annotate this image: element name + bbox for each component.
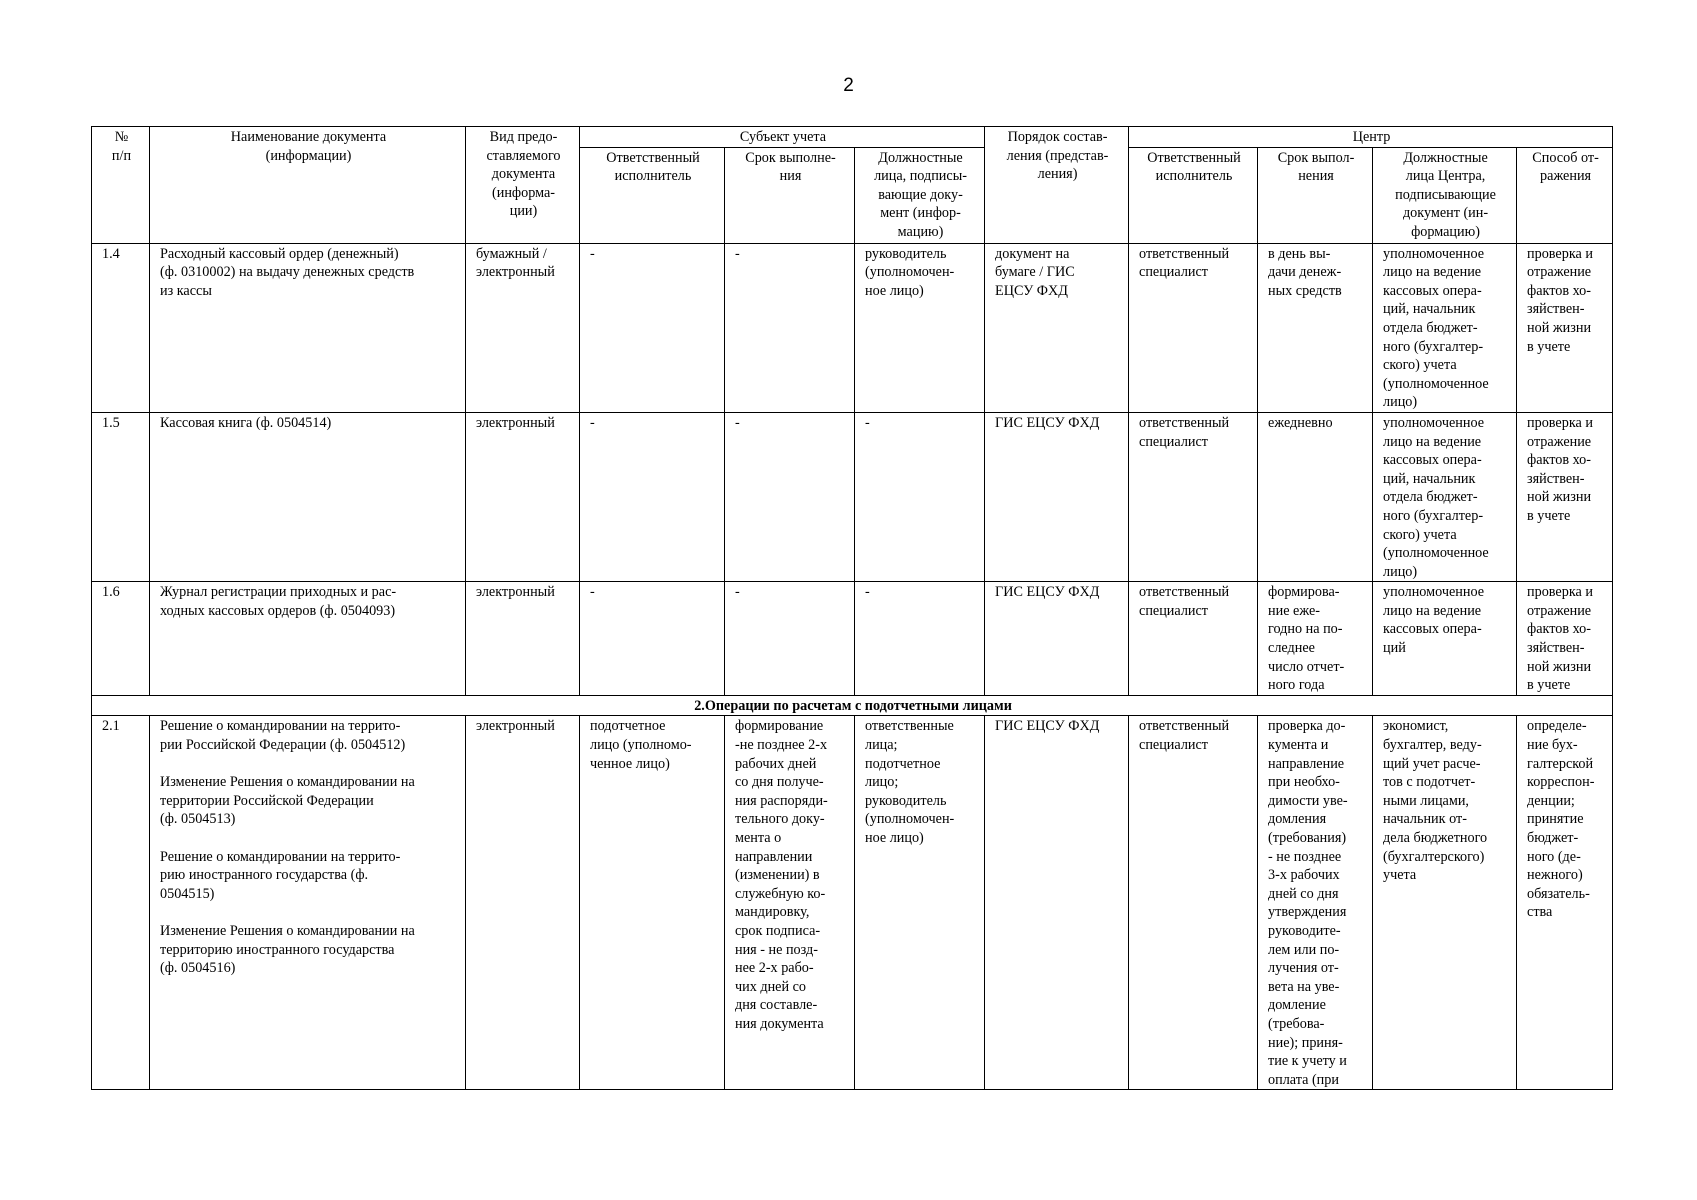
row-num: 1.4 (92, 243, 150, 412)
row-center-executor: ответственный специалист (1129, 243, 1258, 412)
row-subject-executor: - (580, 582, 725, 696)
page-number: 2 (843, 75, 854, 96)
row-document-type: электронный (466, 412, 580, 581)
row-center-method: проверка и отражение фактов хо- зяйствен- ной жизни в учете (1517, 412, 1613, 581)
row-subject-officials: - (855, 412, 985, 581)
row-subject-executor: подотчетное лицо (уполномо- ченное лицо) (580, 716, 725, 1090)
section-title: 2.Операции по расчетам с подотчетными лицами (92, 695, 1613, 716)
row-order: ГИС ЕЦСУ ФХД (985, 412, 1129, 581)
row-center-deadline: формирова- ние еже- годно на по- следнее число отчет- ного года (1258, 582, 1373, 696)
row-order: ГИС ЕЦСУ ФХД (985, 716, 1129, 1090)
row-center-executor: ответственный специалист (1129, 582, 1258, 696)
row-center-method: определе- ние бух- галтерской корреспон- денции; принятие бюджет- ного (де- нежного) обязатель- ства (1517, 716, 1613, 1090)
header-center-executor: Ответственный исполнитель (1129, 147, 1258, 243)
row-subject-officials: - (855, 582, 985, 696)
header-order: Порядок состав- ления (представ- ления) (985, 127, 1129, 244)
row-subject-executor: - (580, 412, 725, 581)
header-num: № п/п (92, 127, 150, 244)
row-center-deadline: в день вы- дачи денеж- ных средств (1258, 243, 1373, 412)
header-center-deadline: Срок выпол- нения (1258, 147, 1373, 243)
row-document-type: электронный (466, 582, 580, 696)
row-center-executor: ответственный специалист (1129, 412, 1258, 581)
table-row (92, 243, 1613, 412)
header-document-name: Наименование документа (информации) (150, 127, 466, 244)
table-row (92, 716, 1613, 1090)
header-subject-executor: Ответственный исполнитель (580, 147, 725, 243)
row-document-name: Решение о командировании на террито- рии Российской Федерации (ф. 0504512) Изменение Решения о командировании на территории Российской Федерации (ф. 0504513) Решение о командировании на террито- рию иностранного государства (ф. 0504515) Изменение Решения о командировании на территорию иностранного государства (ф. 0504516) (150, 716, 466, 1090)
header-subject-deadline: Срок выполне- ния (725, 147, 855, 243)
row-center-deadline: ежедневно (1258, 412, 1373, 581)
row-order: документ на бумаге / ГИС ЕЦСУ ФХД (985, 243, 1129, 412)
row-document-name: Кассовая книга (ф. 0504514) (150, 412, 466, 581)
row-document-type: бумажный / электронный (466, 243, 580, 412)
row-center-officials: уполномоченное лицо на ведение кассовых опера- ций, начальник отдела бюджет- ного (бухгалтер- ского) учета (уполномоченное лицо) (1373, 243, 1517, 412)
accounting-documents-table (91, 126, 1613, 1090)
row-subject-executor: - (580, 243, 725, 412)
row-center-executor: ответственный специалист (1129, 716, 1258, 1090)
header-subject-group: Субъект учета (580, 127, 985, 148)
row-center-method: проверка и отражение фактов хо- зяйствен- ной жизни в учете (1517, 582, 1613, 696)
row-subject-deadline: формирование -не позднее 2-х рабочих дней со дня получе- ния распоряди- тельного доку- мента о направлении (изменении) в служебную ко- мандировку, срок подписа- ния - не позд- нее 2-х рабо- чих дней со дня составле- ния документа (725, 716, 855, 1090)
header-center-method: Способ от- ражения (1517, 147, 1613, 243)
row-num: 2.1 (92, 716, 150, 1090)
row-center-officials: экономист, бухгалтер, веду- щий учет расче- тов с подотчет- ными лицами, начальник от- дела бюджетного (бухгалтерского) учета (1373, 716, 1517, 1090)
header-document-type: Вид предо- ставляемого документа (информа- ции) (466, 127, 580, 244)
row-order: ГИС ЕЦСУ ФХД (985, 582, 1129, 696)
row-center-method: проверка и отражение фактов хо- зяйствен- ной жизни в учете (1517, 243, 1613, 412)
row-document-name: Журнал регистрации приходных и рас- ходных кассовых ордеров (ф. 0504093) (150, 582, 466, 696)
header-subject-officials: Должностные лица, подписы- вающие доку- мент (инфор- мацию) (855, 147, 985, 243)
row-center-officials: уполномоченное лицо на ведение кассовых опера- ций (1373, 582, 1517, 696)
table-row (92, 582, 1613, 696)
row-subject-officials: ответственные лица; подотчетное лицо; руководитель (уполномочен- ное лицо) (855, 716, 985, 1090)
header-center-officials: Должностные лица Центра, подписывающие документ (ин- формацию) (1373, 147, 1517, 243)
row-document-name: Расходный кассовый ордер (денежный) (ф. 0310002) на выдачу денежных средств из кассы (150, 243, 466, 412)
header-center-group: Центр (1129, 127, 1613, 148)
row-center-officials: уполномоченное лицо на ведение кассовых опера- ций, начальник отдела бюджет- ного (бухгалтер- ского) учета (уполномоченное лицо) (1373, 412, 1517, 581)
row-subject-officials: руководитель (уполномочен- ное лицо) (855, 243, 985, 412)
row-num: 1.5 (92, 412, 150, 581)
row-subject-deadline: - (725, 582, 855, 696)
row-num: 1.6 (92, 582, 150, 696)
row-center-deadline: проверка до- кумента и направление при необхо- димости уве- домления (требования) - не позднее 3-х рабочих дней со дня утверждения руководите- лем или по- лучения от- вета на уве- домление (требова- ние); приня- тие к учету и оплата (при (1258, 716, 1373, 1090)
row-document-type: электронный (466, 716, 580, 1090)
row-subject-deadline: - (725, 243, 855, 412)
row-subject-deadline: - (725, 412, 855, 581)
table-row (92, 412, 1613, 581)
